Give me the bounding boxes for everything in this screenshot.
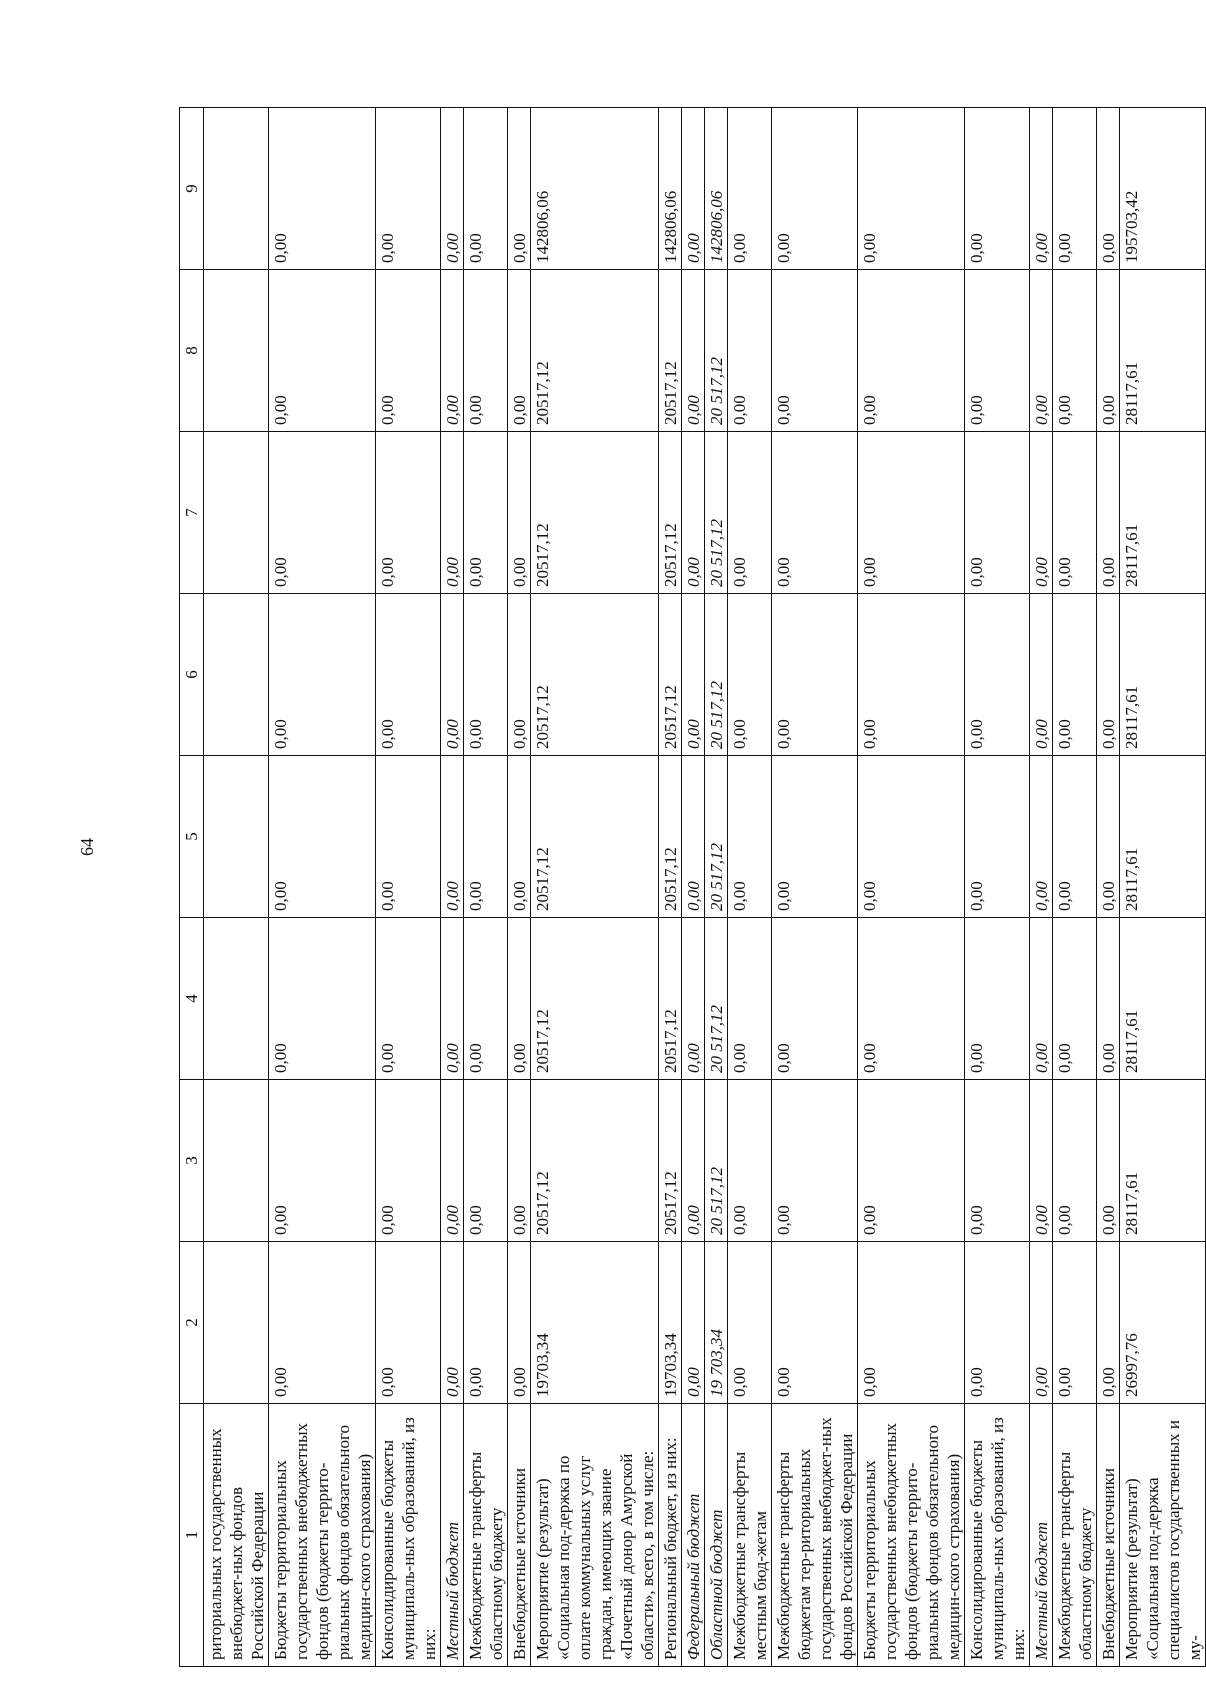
value-cell: 0,00 (508, 270, 531, 432)
value-cell: 28117,61 (1120, 270, 1206, 432)
value-cell: 0,00 (376, 594, 441, 756)
value-cell: 20 517,12 (705, 594, 728, 756)
value-cell: 0,00 (858, 918, 965, 1080)
value-cell: 0,00 (965, 756, 1030, 918)
header-cell: 2 (180, 1242, 204, 1404)
value-cell: 0,00 (464, 918, 508, 1080)
value-cell: 0,00 (1030, 756, 1053, 918)
table-row (1053, 108, 1097, 1667)
value-cell (204, 1242, 269, 1404)
value-cell: 0,00 (858, 594, 965, 756)
value-cell: 0,00 (682, 1242, 705, 1404)
value-cell: 0,00 (772, 108, 858, 270)
value-cell: 0,00 (441, 108, 464, 270)
value-cell (204, 1080, 269, 1242)
value-cell: 0,00 (858, 1242, 965, 1404)
value-cell: 0,00 (682, 432, 705, 594)
table-row (728, 108, 772, 1667)
value-cell: 20517,12 (531, 270, 659, 432)
value-cell: 0,00 (1030, 108, 1053, 270)
value-cell: 0,00 (772, 918, 858, 1080)
row-label: Межбюджетные трансферты областному бюджету (464, 1404, 508, 1667)
value-cell: 0,00 (965, 432, 1030, 594)
table-row (204, 108, 269, 1667)
row-label: Консолидированные бюджеты муниципаль-ных образований, из них: (376, 1404, 441, 1667)
row-label: Межбюджетные трансферты областному бюджету (1053, 1404, 1097, 1667)
value-cell: 20517,12 (659, 1080, 682, 1242)
value-cell: 0,00 (269, 594, 376, 756)
value-cell: 0,00 (728, 270, 772, 432)
value-cell: 0,00 (1097, 432, 1120, 594)
value-cell: 0,00 (1053, 756, 1097, 918)
value-cell: 0,00 (269, 108, 376, 270)
value-cell: 0,00 (728, 108, 772, 270)
value-cell: 0,00 (441, 270, 464, 432)
value-cell: 0,00 (1053, 1080, 1097, 1242)
value-cell (204, 432, 269, 594)
value-cell: 0,00 (965, 1080, 1030, 1242)
header-cell: 1 (180, 1404, 204, 1667)
value-cell: 20517,12 (659, 756, 682, 918)
value-cell: 0,00 (508, 1242, 531, 1404)
value-cell: 20517,12 (531, 756, 659, 918)
value-cell: 0,00 (965, 594, 1030, 756)
value-cell: 0,00 (772, 1080, 858, 1242)
row-label: Бюджеты территориальных государственных внебюджетных фондов (бюджеты террито-риальных фондов обязательного медицин-ского страхования) (858, 1404, 965, 1667)
value-cell: 0,00 (441, 756, 464, 918)
row-label: Консолидированные бюджеты муниципаль-ных образований, из них: (965, 1404, 1030, 1667)
value-cell: 20 517,12 (705, 432, 728, 594)
value-cell: 0,00 (269, 756, 376, 918)
table-row (1030, 108, 1053, 1667)
value-cell: 28117,61 (1120, 594, 1206, 756)
value-cell: 0,00 (682, 594, 705, 756)
value-cell: 0,00 (1030, 1080, 1053, 1242)
table-row (772, 108, 858, 1667)
value-cell (204, 918, 269, 1080)
value-cell: 0,00 (1097, 756, 1120, 918)
value-cell: 0,00 (1097, 270, 1120, 432)
value-cell: 0,00 (772, 594, 858, 756)
value-cell: 0,00 (269, 918, 376, 1080)
rotated-table-container (179, 107, 1204, 1667)
value-cell: 0,00 (858, 270, 965, 432)
value-cell: 20517,12 (659, 432, 682, 594)
value-cell: 0,00 (376, 918, 441, 1080)
value-cell: 0,00 (1053, 432, 1097, 594)
value-cell: 20 517,12 (705, 756, 728, 918)
table-row (441, 108, 464, 1667)
table-row (965, 108, 1030, 1667)
table-row (1097, 108, 1120, 1667)
value-cell: 0,00 (508, 432, 531, 594)
value-cell: 0,00 (1053, 108, 1097, 270)
value-cell: 0,00 (772, 756, 858, 918)
value-cell: 0,00 (376, 1242, 441, 1404)
value-cell: 0,00 (772, 270, 858, 432)
value-cell: 19703,34 (659, 1242, 682, 1404)
value-cell: 0,00 (858, 108, 965, 270)
row-label: Региональный бюджет, из них: (659, 1404, 682, 1667)
value-cell: 0,00 (269, 270, 376, 432)
value-cell: 19703,34 (531, 1242, 659, 1404)
value-cell: 0,00 (682, 108, 705, 270)
value-cell: 19 703,34 (705, 1242, 728, 1404)
value-cell: 0,00 (1053, 270, 1097, 432)
value-cell: 0,00 (269, 1242, 376, 1404)
value-cell: 0,00 (728, 594, 772, 756)
row-label: Межбюджетные трансферты местным бюд-жетам (728, 1404, 772, 1667)
value-cell: 0,00 (965, 1242, 1030, 1404)
value-cell: 0,00 (464, 594, 508, 756)
value-cell: 28117,61 (1120, 432, 1206, 594)
row-label: Областной бюджет (705, 1404, 728, 1667)
value-cell (204, 108, 269, 270)
header-row (180, 108, 204, 1667)
value-cell: 20 517,12 (705, 1080, 728, 1242)
value-cell: 28117,61 (1120, 1080, 1206, 1242)
value-cell: 0,00 (1053, 918, 1097, 1080)
value-cell: 0,00 (376, 108, 441, 270)
value-cell: 0,00 (728, 1242, 772, 1404)
table-row (1120, 108, 1206, 1667)
row-label: Местный бюджет (441, 1404, 464, 1667)
value-cell: 0,00 (728, 432, 772, 594)
table-row (464, 108, 508, 1667)
header-cell: 9 (180, 108, 204, 270)
value-cell: 0,00 (464, 1080, 508, 1242)
value-cell: 20517,12 (531, 594, 659, 756)
value-cell: 0,00 (464, 108, 508, 270)
value-cell: 0,00 (1097, 918, 1120, 1080)
value-cell (204, 756, 269, 918)
value-cell: 28117,61 (1120, 756, 1206, 918)
value-cell: 142806,06 (659, 108, 682, 270)
row-label: Внебюджетные источники (508, 1404, 531, 1667)
value-cell: 0,00 (858, 1080, 965, 1242)
value-cell: 0,00 (464, 270, 508, 432)
value-cell: 0,00 (464, 756, 508, 918)
row-label: Местный бюджет (1030, 1404, 1053, 1667)
value-cell: 0,00 (508, 918, 531, 1080)
table-row (508, 108, 531, 1667)
value-cell: 0,00 (682, 270, 705, 432)
value-cell: 0,00 (376, 756, 441, 918)
value-cell: 0,00 (728, 756, 772, 918)
value-cell: 0,00 (858, 432, 965, 594)
value-cell: 0,00 (441, 1242, 464, 1404)
row-label: Федеральный бюджет (682, 1404, 705, 1667)
value-cell: 20517,12 (531, 918, 659, 1080)
value-cell: 142806,06 (531, 108, 659, 270)
budget-table (179, 107, 1206, 1667)
value-cell: 0,00 (1097, 594, 1120, 756)
value-cell: 0,00 (1030, 918, 1053, 1080)
value-cell: 0,00 (1053, 594, 1097, 756)
value-cell: 0,00 (772, 1242, 858, 1404)
value-cell: 0,00 (441, 1080, 464, 1242)
value-cell: 0,00 (508, 108, 531, 270)
value-cell: 20 517,12 (705, 270, 728, 432)
value-cell: 0,00 (1030, 432, 1053, 594)
value-cell: 20 517,12 (705, 918, 728, 1080)
value-cell: 0,00 (376, 1080, 441, 1242)
value-cell: 0,00 (772, 432, 858, 594)
value-cell: 0,00 (376, 270, 441, 432)
table-row (376, 108, 441, 1667)
value-cell: 0,00 (508, 1080, 531, 1242)
table-row (682, 108, 705, 1667)
row-label: Межбюджетные трансферты бюджетам тер-риториальных государственных внебюджет-ных фондов Российской Федерации (772, 1404, 858, 1667)
table-row (269, 108, 376, 1667)
value-cell: 0,00 (728, 918, 772, 1080)
value-cell: 0,00 (965, 270, 1030, 432)
value-cell: 20517,12 (531, 1080, 659, 1242)
value-cell: 0,00 (1053, 1242, 1097, 1404)
value-cell: 0,00 (1030, 594, 1053, 756)
value-cell: 0,00 (269, 1080, 376, 1242)
value-cell: 0,00 (682, 918, 705, 1080)
value-cell: 0,00 (376, 432, 441, 594)
row-label: Мероприятие (результат) «Социальная под-держка по оплате коммунальных услуг граждан, имеющих звание «Почетный донор Амурской области», всего, в том числе: (531, 1404, 659, 1667)
header-cell: 7 (180, 432, 204, 594)
header-cell: 4 (180, 918, 204, 1080)
value-cell: 0,00 (441, 594, 464, 756)
value-cell: 0,00 (464, 1242, 508, 1404)
value-cell: 0,00 (441, 432, 464, 594)
value-cell: 0,00 (441, 918, 464, 1080)
value-cell: 0,00 (1030, 270, 1053, 432)
header-cell: 5 (180, 756, 204, 918)
value-cell (204, 594, 269, 756)
header-cell: 3 (180, 1080, 204, 1242)
value-cell (204, 270, 269, 432)
value-cell: 0,00 (269, 432, 376, 594)
table-row (858, 108, 965, 1667)
row-label: Внебюджетные источники (1097, 1404, 1120, 1667)
value-cell: 20517,12 (531, 432, 659, 594)
value-cell: 0,00 (682, 1080, 705, 1242)
value-cell: 20517,12 (659, 918, 682, 1080)
value-cell: 0,00 (1030, 1242, 1053, 1404)
value-cell: 0,00 (728, 1080, 772, 1242)
value-cell: 142806,06 (705, 108, 728, 270)
value-cell: 195703,42 (1120, 108, 1206, 270)
page-number: 64 (77, 838, 97, 856)
header-cell: 8 (180, 270, 204, 432)
value-cell: 0,00 (1097, 1080, 1120, 1242)
table-row (705, 108, 728, 1667)
table-body (180, 108, 1206, 1667)
row-label: риториальных государственных внебюджет-ных фондов Российской Федерации (204, 1404, 269, 1667)
value-cell: 0,00 (1097, 108, 1120, 270)
value-cell: 20517,12 (659, 594, 682, 756)
row-label: Мероприятие (результат) «Социальная под-держка специалистов государственных и му- (1120, 1404, 1206, 1667)
value-cell: 0,00 (682, 756, 705, 918)
value-cell: 20517,12 (659, 270, 682, 432)
value-cell: 26997,76 (1120, 1242, 1206, 1404)
table-row (531, 108, 659, 1667)
value-cell: 0,00 (508, 594, 531, 756)
value-cell: 0,00 (965, 918, 1030, 1080)
value-cell: 0,00 (858, 756, 965, 918)
value-cell: 0,00 (508, 756, 531, 918)
value-cell: 0,00 (464, 432, 508, 594)
value-cell: 0,00 (1097, 1242, 1120, 1404)
value-cell: 28117,61 (1120, 918, 1206, 1080)
row-label: Бюджеты территориальных государственных внебюджетных фондов (бюджеты террито-риальных фондов обязательного медицин-ского страхования) (269, 1404, 376, 1667)
table-row (659, 108, 682, 1667)
value-cell: 0,00 (965, 108, 1030, 270)
header-cell: 6 (180, 594, 204, 756)
